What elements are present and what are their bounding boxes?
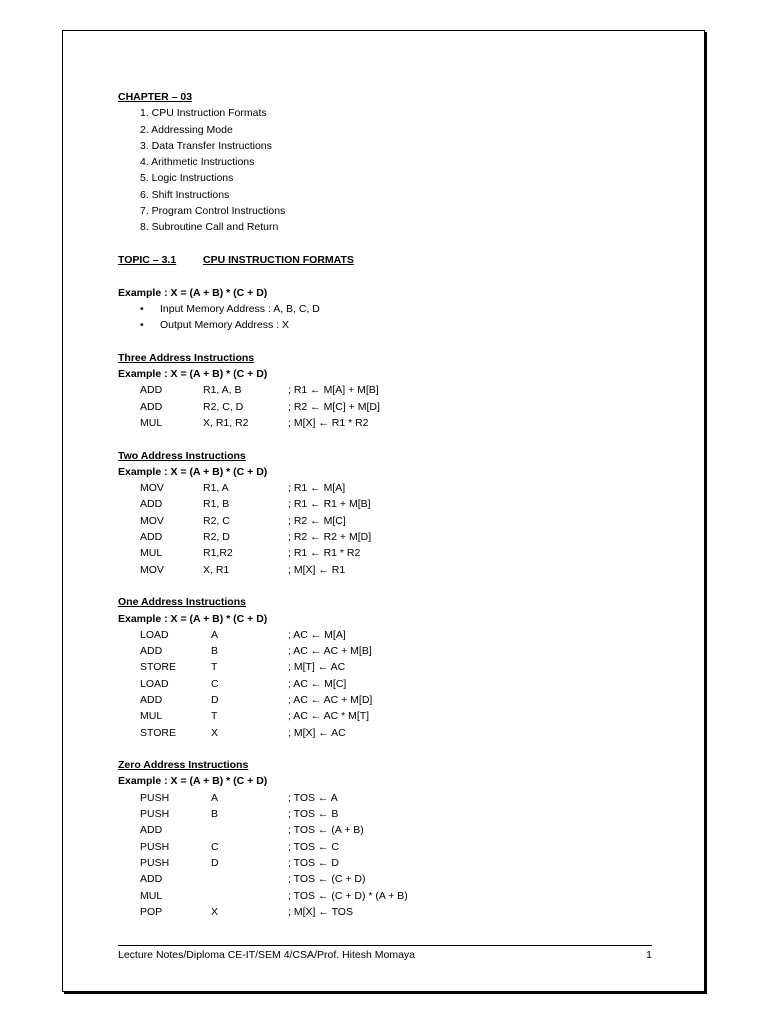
opcode: ADD — [140, 693, 163, 706]
operands: X — [211, 905, 219, 918]
bullet-item: • Output Memory Address : X — [118, 317, 658, 333]
opcode: ADD — [140, 645, 163, 658]
chapter-title: CHAPTER – 03 — [118, 91, 193, 103]
instruction-table-two — [118, 480, 658, 578]
opcode: STORE — [140, 726, 176, 739]
comment: ; AC ← AC + M[B] — [288, 645, 372, 658]
example-heading: Example : X = (A + B) * (C + D) — [118, 775, 268, 788]
toc-item: 6. Shift Instructions — [140, 188, 230, 201]
comment: ; M[X] ← TOS — [288, 905, 353, 918]
comment: ; R2 ← M[C] — [288, 514, 346, 527]
comment: ; TOS ← D — [288, 856, 339, 869]
opcode: MUL — [140, 416, 163, 429]
opcode: MOV — [140, 563, 164, 576]
page-content — [118, 89, 658, 920]
instruction-row — [118, 480, 658, 496]
footer-text: Lecture Notes/Diploma CE-IT/SEM 4/CSA/Prof. Hitesh Momaya — [118, 949, 416, 961]
instruction-row — [118, 382, 658, 398]
instruction-table-one — [118, 627, 658, 741]
toc-item: 7. Program Control Instructions — [140, 205, 286, 218]
opcode: LOAD — [140, 628, 169, 641]
topic-heading — [118, 252, 658, 268]
instruction-row — [118, 529, 658, 545]
operands: T — [211, 661, 218, 674]
opcode: MOV — [140, 514, 164, 527]
instruction-row — [118, 643, 658, 659]
section-heading-two-address: Two Address Instructions — [118, 449, 246, 462]
opcode: ADD — [140, 384, 163, 397]
instruction-row — [118, 659, 658, 675]
opcode: ADD — [140, 400, 163, 413]
operands: R2, C, D — [203, 400, 244, 413]
instruction-row — [118, 692, 658, 708]
comment: ; AC ← AC + M[D] — [288, 693, 373, 706]
operands: X, R1 — [203, 563, 230, 576]
operands: R2, D — [203, 531, 230, 544]
operands: R1,R2 — [203, 547, 233, 560]
comment: ; R1 ← R1 + M[B] — [288, 498, 371, 511]
opcode: PUSH — [140, 840, 170, 853]
section-heading-three-address: Three Address Instructions — [118, 351, 255, 364]
instruction-row — [118, 725, 658, 741]
page-number: 1 — [646, 949, 652, 961]
chapter-toc — [118, 105, 658, 235]
opcode: POP — [140, 905, 163, 918]
section-heading-one-address: One Address Instructions — [118, 596, 246, 609]
operands: B — [211, 645, 219, 658]
page-footer — [118, 945, 652, 961]
document-page — [62, 30, 705, 992]
opcode: MUL — [140, 710, 163, 723]
comment: ; R1 ← M[A] + M[B] — [288, 384, 379, 397]
operands: R1, B — [203, 498, 230, 511]
instruction-row — [118, 496, 658, 512]
toc-item: 2. Addressing Mode — [140, 123, 233, 136]
instruction-row — [118, 806, 658, 822]
operands: X — [211, 726, 219, 739]
opcode: STORE — [140, 661, 176, 674]
operands: C — [211, 677, 219, 690]
opcode: MOV — [140, 482, 164, 495]
comment: ; R1 ← R1 * R2 — [288, 547, 361, 560]
opcode: PUSH — [140, 808, 170, 821]
opcode: PUSH — [140, 856, 170, 869]
opcode: ADD — [140, 824, 163, 837]
operands: A — [211, 791, 219, 804]
instruction-row — [118, 888, 658, 904]
opcode: ADD — [140, 873, 163, 886]
operands: D — [211, 856, 219, 869]
instruction-row — [118, 904, 658, 920]
operands: B — [211, 808, 219, 821]
instruction-row — [118, 562, 658, 578]
example-heading: Example : X = (A + B) * (C + D) — [118, 612, 268, 625]
instruction-row — [118, 790, 658, 806]
instruction-row — [118, 855, 658, 871]
topic-number: TOPIC – 3.1 — [118, 253, 177, 266]
example-heading: Example : X = (A + B) * (C + D) — [118, 465, 268, 478]
instruction-row — [118, 415, 658, 431]
operands: R2, C — [203, 514, 230, 527]
instruction-table-three — [118, 382, 658, 431]
comment: ; AC ← M[C] — [288, 677, 347, 690]
operands: R1, A — [203, 482, 229, 495]
comment: ; AC ← AC * M[T] — [288, 710, 370, 723]
comment: ; M[X] ← R1 — [288, 563, 346, 576]
operands: A — [211, 628, 219, 641]
comment: ; M[X] ← R1 * R2 — [288, 416, 369, 429]
example-heading: Example : X = (A + B) * (C + D) — [118, 286, 268, 299]
comment: ; M[X] ← AC — [288, 726, 346, 739]
comment: ; R1 ← M[A] — [288, 482, 346, 495]
instruction-row — [118, 871, 658, 887]
instruction-row — [118, 545, 658, 561]
comment: ; AC ← M[A] — [288, 628, 346, 641]
opcode: LOAD — [140, 677, 169, 690]
instruction-row — [118, 708, 658, 724]
instruction-row — [118, 839, 658, 855]
comment: ; TOS ← (C + D) * (A + B) — [288, 889, 408, 902]
toc-item: 5. Logic Instructions — [140, 172, 234, 185]
instruction-row — [118, 399, 658, 415]
operands: R1, A, B — [203, 384, 242, 397]
instruction-row — [118, 513, 658, 529]
comment: ; TOS ← (A + B) — [288, 824, 364, 837]
comment: ; R2 ← M[C] + M[D] — [288, 400, 380, 413]
comment: ; TOS ← (C + D) — [288, 873, 366, 886]
toc-item: 3. Data Transfer Instructions — [140, 139, 272, 152]
opcode: MUL — [140, 547, 163, 560]
operands: D — [211, 693, 219, 706]
opcode: ADD — [140, 498, 163, 511]
comment: ; M[T] ← AC — [288, 661, 346, 674]
instruction-row — [118, 676, 658, 692]
opcode: MUL — [140, 889, 163, 902]
example-heading: Example : X = (A + B) * (C + D) — [118, 368, 268, 381]
section-heading-zero-address: Zero Address Instructions — [118, 759, 249, 772]
toc-item: 8. Subroutine Call and Return — [140, 221, 279, 234]
topic-title: CPU INSTRUCTION FORMATS — [203, 253, 354, 266]
comment: ; TOS ← C — [288, 840, 339, 853]
opcode: ADD — [140, 531, 163, 544]
bullet-item: • Input Memory Address : A, B, C, D — [118, 301, 658, 317]
operands: C — [211, 840, 219, 853]
instruction-row — [118, 822, 658, 838]
comment: ; TOS ← B — [288, 808, 339, 821]
comment: ; TOS ← A — [288, 791, 338, 804]
instruction-table-zero — [118, 790, 658, 920]
comment: ; R2 ← R2 + M[D] — [288, 531, 372, 544]
toc-item: 4. Arithmetic Instructions — [140, 156, 255, 169]
operands: T — [211, 710, 218, 723]
instruction-row — [118, 627, 658, 643]
operands: X, R1, R2 — [203, 416, 249, 429]
toc-item: 1. CPU Instruction Formats — [140, 107, 267, 120]
opcode: PUSH — [140, 791, 170, 804]
